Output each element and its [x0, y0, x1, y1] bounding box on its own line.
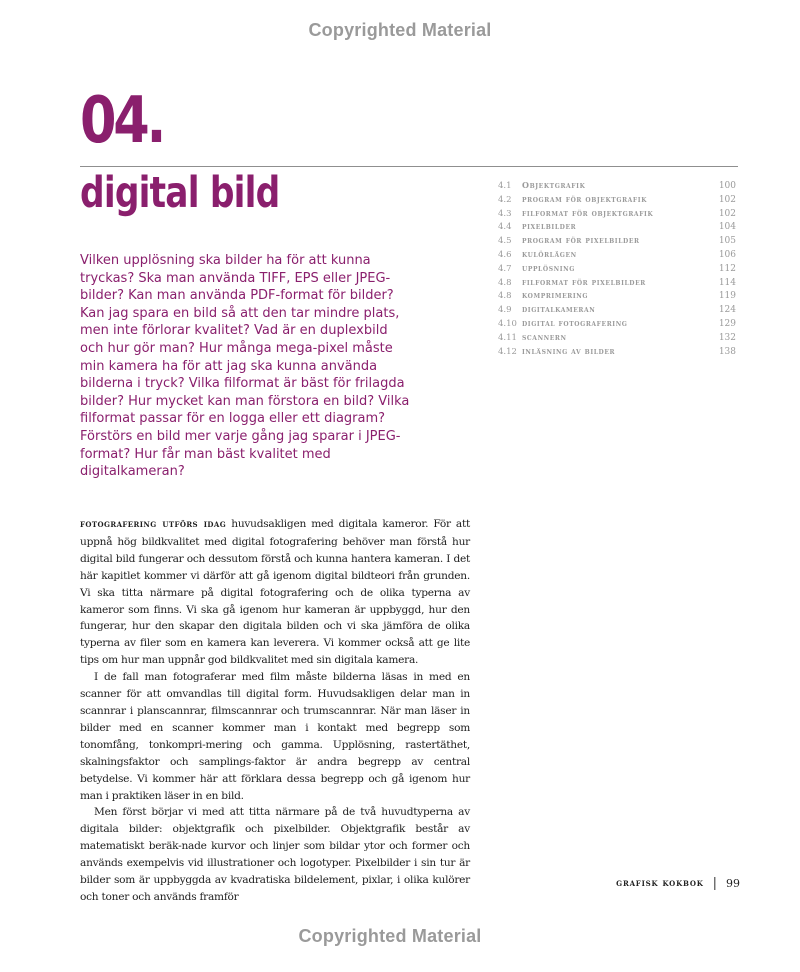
toc-item[interactable] — [498, 304, 736, 318]
toc-label: digitalkameran — [522, 304, 596, 315]
toc-page: 104 — [718, 222, 736, 233]
toc-number: 4.2 — [498, 194, 512, 205]
book-title: grafisk kokbok — [616, 878, 704, 889]
toc-label: komprimering — [522, 290, 589, 301]
toc-item[interactable] — [498, 277, 736, 291]
toc-item[interactable] — [498, 263, 736, 277]
intro-questions: Vilken upplösning ska bilder ha för att kunna tryckas? Ska man använda TIFF, EPS eller JPEG-bilder? Kan man använda PDF-format för bilder? Kan jag spara en bild så att den tar mindre plats, men inte förlorar kvalitet? Vad är en duplexbild och hur gör man? Hur många mega-pixel måste min kamera ha för att jag ska kunna använda bilderna i tryck? Vilka filformat är bäst för frilagda bilder? Hur mycket kan man förstora en bild? Vilka filformat passar för en logga eller ett diagram? Förstörs en bild mer varje gång jag sparar i JPEG-format? Hur får man bäst kvalitet med digitalkameran? — [80, 253, 410, 480]
toc-item[interactable] — [498, 180, 736, 194]
toc-label: kulörlägen — [522, 248, 577, 259]
header-rule — [80, 166, 738, 167]
toc-item[interactable] — [498, 235, 736, 249]
toc-page: 114 — [718, 277, 736, 288]
paragraph-text: huvudsakligen med digitala kameror. För att uppnå hög bildkvalitet med digital fotografering behöver man förstå hur digital bild fungerar och dessutom förstå och kunna hantera kameran. I det här kapitlet kommer vi därför att gå igenom digital bildteori från grunden. Vi ska titta närmare på digital fotografering och de olika typerna av kameror som finns. Vi ska gå igenom hur kameran är uppbyggd, hur den fungerar, hur den skapar den digitala bilden och vi ska jämföra de olika typerna av filer som en kamera kan leverera. Vi kommer också att ge lite tips om hur man uppnår god bildkvalitet med sin digitala kamera. — [80, 518, 471, 667]
toc-number: 4.1 — [498, 181, 512, 191]
toc-page: 112 — [718, 263, 736, 274]
toc-number: 4.3 — [498, 208, 512, 219]
page-number: 99 — [726, 877, 740, 890]
toc-page: 119 — [718, 291, 736, 302]
toc-number: 4.8 — [498, 277, 512, 288]
toc-label: scannern — [522, 331, 567, 342]
toc-item[interactable] — [498, 221, 736, 235]
toc-page: 105 — [718, 236, 736, 247]
toc-item[interactable] — [498, 208, 736, 222]
toc-number: 4.9 — [498, 305, 512, 316]
body-paragraph: Men först börjar vi med att titta närmare på de två huvudtyperna av digitala bilder: objektgrafik och pixelbilder. Objektgrafik består av matematiskt beräk-nade kurvor och linjer som bildar ytor och former och används exempelvis vid illustrationer och logotyper. Pixelbilder i sin tur är bilder som är uppbyggda av kvadratiska bildelement, pixlar, i olika kulörer och toner och används framför — [80, 806, 470, 903]
toc-page: 124 — [718, 305, 736, 316]
toc-label: pixelbilder — [522, 221, 577, 232]
toc-number: 4.4 — [498, 222, 512, 233]
toc-item[interactable] — [498, 290, 736, 304]
page-footer — [560, 876, 740, 891]
toc-number: 4.8 — [498, 291, 512, 302]
toc-label: upplösning — [522, 262, 575, 273]
footer-separator: | — [712, 876, 717, 891]
toc-number: 4.5 — [498, 236, 512, 247]
chapter-title: digital bild — [80, 168, 280, 218]
table-of-contents — [498, 180, 736, 359]
toc-page: 129 — [718, 318, 736, 329]
toc-label: program för pixelbilder — [522, 235, 640, 246]
toc-label: inläsning av bilder — [522, 345, 616, 356]
watermark-top: Copyrighted Material — [308, 20, 492, 40]
lead-in: fotografering utförs idag — [80, 519, 227, 530]
toc-label: Objektgrafik — [522, 180, 586, 190]
body-paragraph — [80, 516, 470, 669]
toc-page: 106 — [718, 249, 736, 260]
toc-page: 100 — [718, 181, 736, 191]
toc-label: filformat för objektgrafik — [522, 207, 654, 218]
watermark-bottom: Copyrighted Material — [298, 926, 482, 946]
toc-page: 132 — [718, 332, 736, 343]
toc-number: 4.12 — [498, 346, 517, 357]
toc-item[interactable] — [498, 346, 736, 360]
toc-label: filformat för pixelbilder — [522, 276, 646, 287]
body-paragraph: I de fall man fotograferar med film måste bilderna läsas in med en scanner för att omvandlas till digital form. Huvudsakligen delar man in scannrar i planscannrar, filmscannrar och trumscannrar. När man läser in bilder med en scanner kommer man i kontakt med begrepp som tonomfång, tonkompri-mering och gamma. Upplösning, rastertäthet, skalningsfaktor och samplings-faktor är andra begrepp av central betydelse. Vi kommer här att förklara dessa begrepp och gå igenom hur man i praktiken läser in en bild. — [80, 671, 470, 802]
toc-item[interactable] — [498, 332, 736, 346]
toc-item[interactable] — [498, 249, 736, 263]
toc-number: 4.11 — [498, 332, 517, 343]
toc-label: digital fotografering — [522, 317, 628, 328]
toc-number: 4.6 — [498, 249, 512, 260]
toc-page: 102 — [718, 194, 736, 205]
toc-number: 4.7 — [498, 263, 512, 274]
toc-page: 138 — [718, 346, 736, 357]
body-text — [80, 516, 470, 906]
toc-item[interactable] — [498, 194, 736, 208]
toc-label: program för objektgrafik — [522, 193, 648, 204]
toc-number: 4.10 — [498, 318, 517, 329]
toc-item[interactable] — [498, 318, 736, 332]
chapter-number: 04. — [80, 84, 164, 158]
toc-page: 102 — [718, 208, 736, 219]
